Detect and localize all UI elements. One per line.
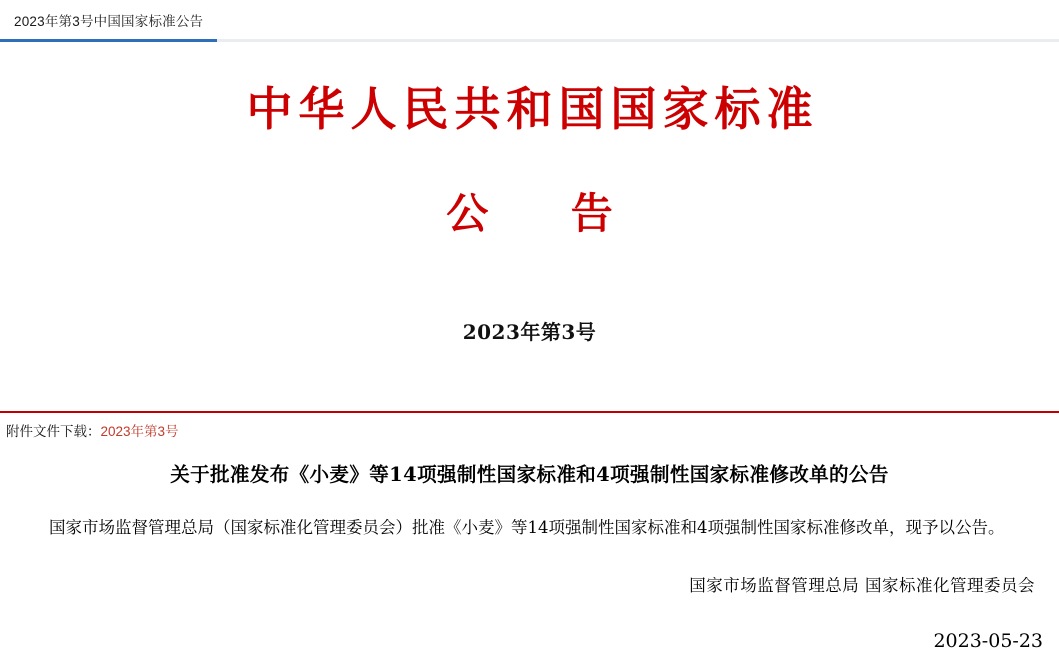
notice-title: 关于批准发布《小麦》等14项强制性国家标准和4项强制性国家标准修改单的公告 (170, 463, 889, 487)
page-title: 中华人民共和国国家标准 (246, 82, 819, 136)
notice-body: 国家市场监督管理总局（国家标准化管理委员会）批准《小麦》等14项强制性国家标准和4项强制性国家标准修改单，现予以公告。 (49, 518, 1005, 538)
tab-bar (0, 0, 1059, 42)
tab-announcement-2023-3[interactable] (0, 0, 217, 42)
issuing-authority: 国家市场监督管理总局 国家标准化管理委员会 (689, 576, 1035, 596)
tab-label: 2023年第3号中国国家标准公告 (14, 13, 204, 29)
issue-number: 2023年第3号 (462, 319, 597, 344)
attachment-row (0, 421, 1059, 443)
page-subtitle: 公 告 (446, 189, 647, 239)
attachment-label: 附件文件下载： (6, 423, 101, 439)
publish-date: 2023-05-23 (933, 630, 1043, 652)
attachment-download-link[interactable]: 2023年第3号 (100, 423, 179, 439)
divider-red (0, 411, 1059, 413)
document-body (0, 82, 1059, 652)
